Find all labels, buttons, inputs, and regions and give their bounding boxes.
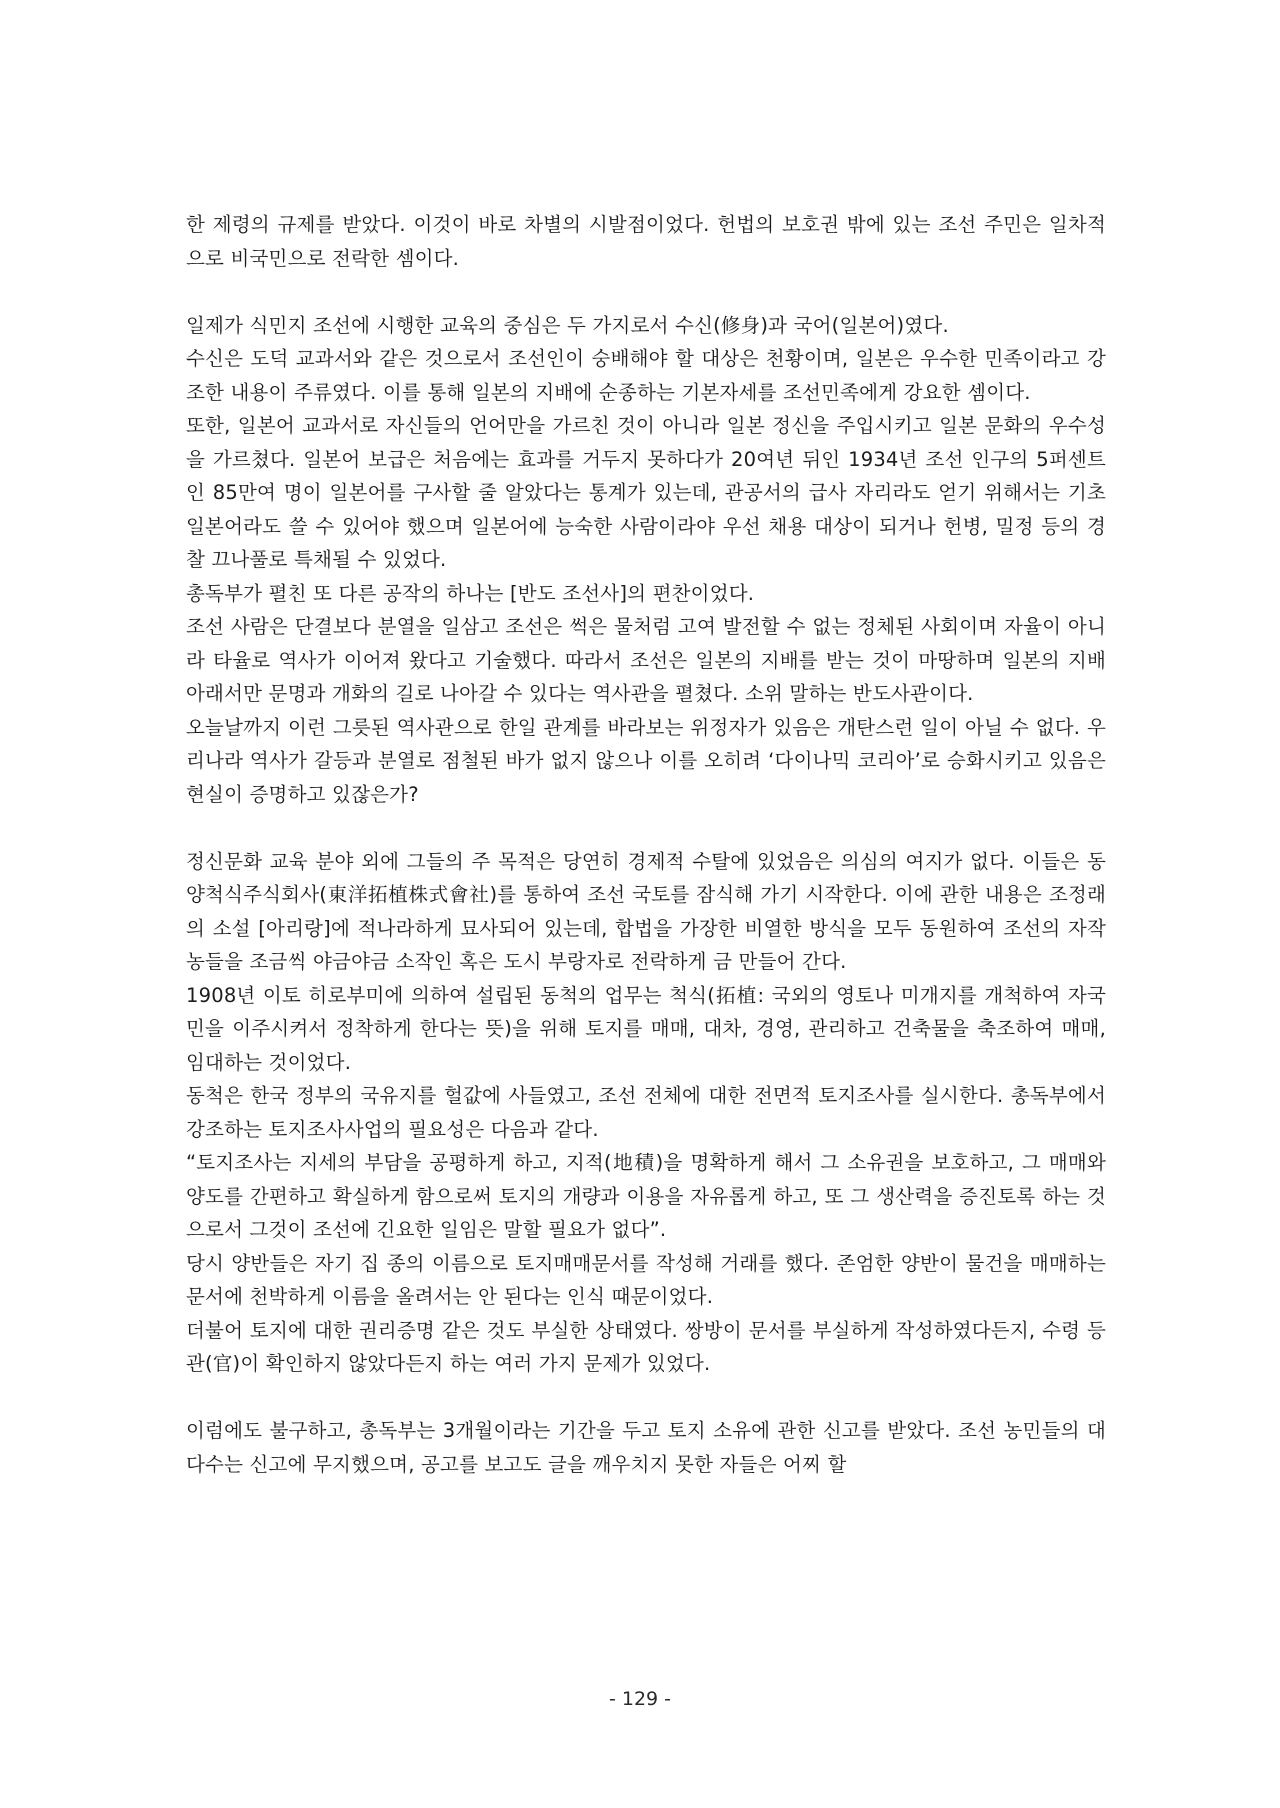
paragraph-gap bbox=[186, 811, 1106, 845]
paragraph: “토지조사는 지세의 부담을 공평하게 하고, 지적(地積)을 명확하게 해서 그 소유권을 보호하고, 그 매매와 양도를 간편하고 확실하게 함으로써 토지의 개량과 이용을 자유롭게 하고, 또 그 생산력을 증진토록 하는 것으로서 그것이 조선에 긴요한 일임은 말할 필요가 없다”. bbox=[186, 1151, 1106, 1241]
paragraph: 또한, 일본어 교과서로 자신들의 언어만을 가르친 것이 아니라 일본 정신을 주입시키고 일본 문화의 우수성을 가르쳤다. 일본어 보급은 처음에는 효과를 거두지 못하다가 20여년 뒤인 1934년 조선 인구의 5퍼센트인 85만여 명이 일본어를 구사할 줄 알았다는 통계가 있는데, 관공서의 급사 자리라도 얻기 위해서는 기초 일본어라도 쓸 수 있어야 했으며 일본어에 능숙한 사람이라야 우선 채용 대상이 되거나 헌병, 밀정 등의 경찰 끄나풀로 특채될 수 있었다. bbox=[186, 414, 1106, 571]
paragraph: 오늘날까지 이런 그릇된 역사관으로 한일 관계를 바라보는 위정자가 있음은 개탄스런 일이 아닐 수 없다. 우리나라 역사가 갈등과 분열로 점철된 바가 없지 않으나 이를 오히려 ‘다이나믹 코리아’로 승화시키고 있음은 현실이 증명하고 있잖은가? bbox=[186, 715, 1106, 806]
paragraph: 1908년 이토 히로부미에 의하여 설립된 동척의 업무는 척식(拓植: 국외의 영토나 미개지를 개척하여 자국민을 이주시켜서 정착하게 한다는 뜻)을 위해 토지를 매매, 대차, 경영, 관리하고 건축물을 축조하여 매매, 임대하는 것이었다. bbox=[186, 983, 1106, 1074]
paragraph: 더불어 토지에 대한 권리증명 같은 것도 부실한 상태였다. 쌍방이 문서를 부실하게 작성하였다든지, 수령 등 관(官)이 확인하지 않았다든지 하는 여러 가지 문제가 있었다. bbox=[186, 1318, 1106, 1375]
paragraph: 총독부가 펼친 또 다른 공작의 하나는 [반도 조선사]의 편찬이었다. bbox=[186, 581, 755, 605]
page-number: - 129 - bbox=[608, 1688, 672, 1710]
paragraph: 동척은 한국 정부의 국유지를 헐값에 사들였고, 조선 전체에 대한 전면적 토지조사를 실시한다. 총독부에서 강조하는 토지조사사업의 필요성은 다음과 같다. bbox=[186, 1084, 1106, 1141]
paragraph: 일제가 식민지 조선에 시행한 교육의 중심은 두 가지로서 수신(修身)과 국어(일본어)였다. bbox=[186, 313, 949, 337]
paragraph: 정신문화 교육 분야 외에 그들의 주 목적은 당연히 경제적 수탈에 있었음은 의심의 여지가 없다. 이들은 동양척식주식회사(東洋拓植株式會社)를 통하여 조선 국토를 잠식해 가기 시작한다. 이에 관한 내용은 조정래의 소설 [아리랑]에 적나라하게 묘사되어 있는데, 합법을 가장한 비열한 방식을 모두 동원하여 조선의 자작농들을 조금씩 야금야금 소작인 혹은 도시 부랑자로 전락하게 금 만들어 간다. bbox=[186, 849, 1106, 973]
paragraph: 당시 양반들은 자기 집 종의 이름으로 토지매매문서를 작성해 거래를 했다. 존엄한 양반이 물건을 매매하는 문서에 천박하게 이름을 올려서는 안 된다는 인식 때문이었다. bbox=[186, 1251, 1106, 1308]
paragraph-gap bbox=[186, 275, 1106, 309]
paragraph: 수신은 도덕 교과서와 같은 것으로서 조선인이 숭배해야 할 대상은 천황이며, 일본은 우수한 민족이라고 강조한 내용이 주류였다. 이를 통해 일본의 지배에 순종하는 기본자세를 조선민족에게 강요한 셈이다. bbox=[186, 347, 1106, 404]
paragraph-gap bbox=[186, 1381, 1106, 1415]
paragraph: 한 제령의 규제를 받았다. 이것이 바로 차별의 시발점이었다. 헌법의 보호권 밖에 있는 조선 주민은 일차적으로 비국민으로 전락한 셈이다. bbox=[186, 213, 1106, 270]
body-text bbox=[186, 208, 1106, 1481]
paragraph: 이럼에도 불구하고, 총독부는 3개월이라는 기간을 두고 토지 소유에 관한 신고를 받았다. 조선 농민들의 대다수는 신고에 무지했으며, 공고를 보고도 글을 깨우치지 못한 자들은 어찌 할 bbox=[186, 1419, 1106, 1476]
paragraph: 조선 사람은 단결보다 분열을 일삼고 조선은 썩은 물처럼 고여 발전할 수 없는 정체된 사회이며 자율이 아니라 타율로 역사가 이어져 왔다고 기술했다. 따라서 조선은 일본의 지배를 받는 것이 마땅하며 일본의 지배 아래서만 문명과 개화의 길로 나아갈 수 있다는 역사관을 펼쳤다. 소위 말하는 반도사관이다. bbox=[186, 615, 1106, 705]
